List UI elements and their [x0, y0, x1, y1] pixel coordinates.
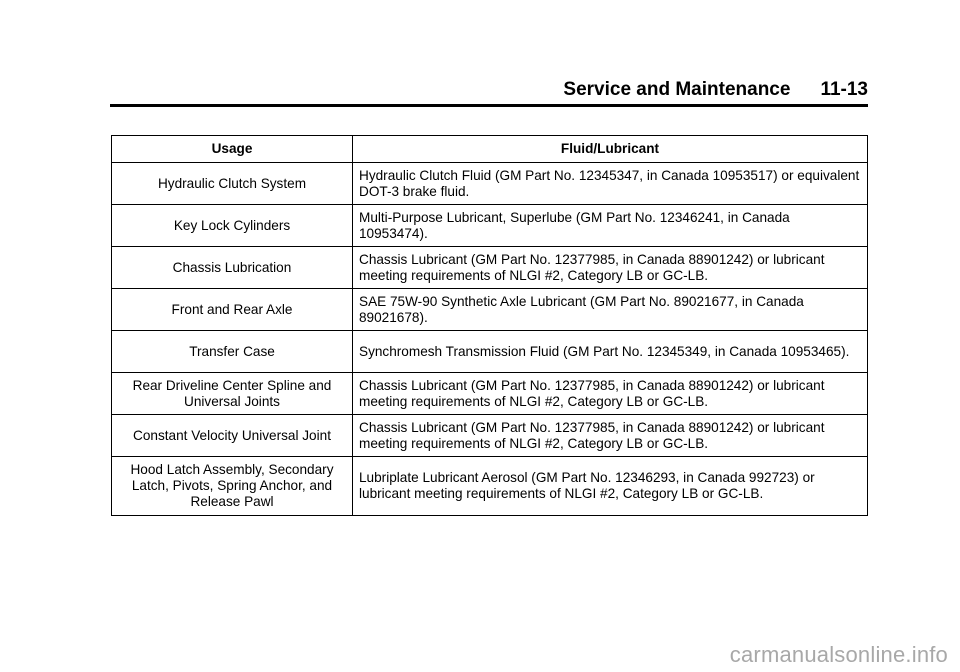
table-row — [112, 163, 868, 205]
page-header — [110, 78, 868, 107]
fluid-cell: Multi-Purpose Lubricant, Superlube (GM Part No. 12346241, in Canada 10953474). — [353, 205, 868, 247]
usage-cell: Transfer Case — [112, 331, 353, 373]
fluid-cell: Chassis Lubricant (GM Part No. 12377985, in Canada 88901242) or lubricant meeting requirements of NLGI #2, Category LB or GC-LB. — [353, 247, 868, 289]
usage-cell: Rear Driveline Center Spline and Universal Joints — [112, 373, 353, 415]
table-row — [112, 247, 868, 289]
usage-cell: Chassis Lubrication — [112, 247, 353, 289]
table-row — [112, 457, 868, 516]
fluid-cell: SAE 75W-90 Synthetic Axle Lubricant (GM Part No. 89021677, in Canada 89021678). — [353, 289, 868, 331]
usage-cell: Hood Latch Assembly, Secondary Latch, Pivots, Spring Anchor, and Release Pawl — [112, 457, 353, 516]
fluid-cell: Hydraulic Clutch Fluid (GM Part No. 12345347, in Canada 10953517) or equivalent DOT-3 brake fluid. — [353, 163, 868, 205]
fluid-cell: Lubriplate Lubricant Aerosol (GM Part No. 12346293, in Canada 992723) or lubricant meeting requirements of NLGI #2, Category LB or GC-LB. — [353, 457, 868, 516]
section-title: Service and Maintenance — [563, 79, 791, 100]
usage-cell: Key Lock Cylinders — [112, 205, 353, 247]
table-row — [112, 415, 868, 457]
page-number: 11-13 — [820, 79, 868, 100]
fluid-cell: Chassis Lubricant (GM Part No. 12377985, in Canada 88901242) or lubricant meeting requirements of NLGI #2, Category LB or GC-LB. — [353, 373, 868, 415]
watermark: carmanualsonline.info — [729, 642, 948, 667]
table-row — [112, 289, 868, 331]
column-header-fluid: Fluid/Lubricant — [353, 136, 868, 163]
fluid-cell: Chassis Lubricant (GM Part No. 12377985, in Canada 88901242) or lubricant meeting requirements of NLGI #2, Category LB or GC-LB. — [353, 415, 868, 457]
usage-cell: Front and Rear Axle — [112, 289, 353, 331]
table-header-row — [112, 136, 868, 163]
table-row — [112, 373, 868, 415]
fluid-lubricant-table — [111, 135, 868, 516]
table-row — [112, 205, 868, 247]
usage-cell: Hydraulic Clutch System — [112, 163, 353, 205]
fluid-cell: Synchromesh Transmission Fluid (GM Part No. 12345349, in Canada 10953465). — [353, 331, 868, 373]
usage-cell: Constant Velocity Universal Joint — [112, 415, 353, 457]
column-header-usage: Usage — [112, 136, 353, 163]
header-title — [563, 78, 868, 102]
table-row — [112, 331, 868, 373]
